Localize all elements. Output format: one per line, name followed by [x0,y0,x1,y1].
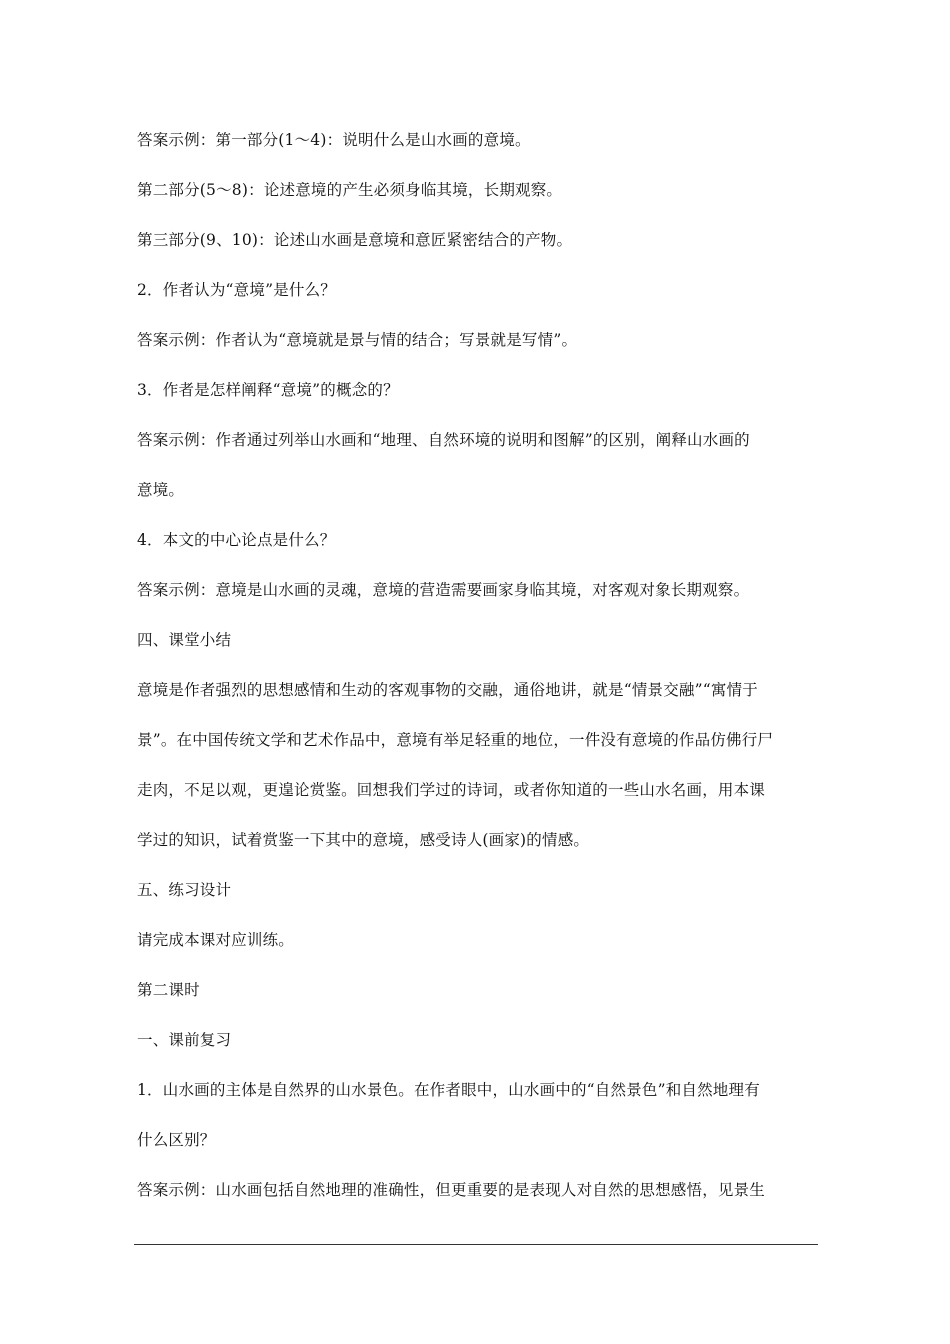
text-line: 意境是作者强烈的思想感情和生动的客观事物的交融，通俗地讲，就是“情景交融”“寓情于 [137,681,758,699]
section-heading: 四、课堂小结 [137,631,232,649]
text-line: 景”。在中国传统文学和艺术作品中，意境有举足轻重的地位，一件没有意境的作品仿佛行尸 [137,731,774,749]
text-line: 请完成本课对应训练。 [137,931,295,949]
text-line: 答案示例：意境是山水画的灵魂，意境的营造需要画家身临其境，对客观对象长期观察。 [137,581,750,599]
text-line: 意境。 [137,481,185,499]
section-heading: 五、练习设计 [137,881,232,899]
question-2: 2．作者认为“意境”是什么？ [137,281,337,299]
text-line: 答案示例：作者认为“意境就是景与情的结合；写景就是写情”。 [137,331,578,349]
text-line: 什么区别？ [137,1131,216,1149]
text-line: 答案示例：第一部分(1～4)：说明什么是山水画的意境。 [137,131,531,149]
section-heading: 一、课前复习 [137,1031,232,1049]
text-line: 走肉，不足以观，更遑论赏鉴。回想我们学过的诗词，或者你知道的一些山水名画，用本课 [137,781,766,799]
text-line: 第二部分(5～8)：论述意境的产生必须身临其境，长期观察。 [137,181,563,199]
question-3: 3．作者是怎样阐释“意境”的概念的？ [137,381,399,399]
question-4: 4．本文的中心论点是什么？ [137,531,336,549]
question-1: 1．山水画的主体是自然界的山水景色。在作者眼中，山水画中的“自然景色”和自然地理有 [137,1081,760,1099]
text-line: 学过的知识，试着赏鉴一下其中的意境，感受诗人(画家)的情感。 [137,831,590,849]
text-line: 第三部分(9、10)：论述山水画是意境和意匠紧密结合的产物。 [137,231,573,249]
lesson-heading: 第二课时 [137,981,200,999]
footer-rule [134,1244,818,1245]
text-line: 答案示例：山水画包括自然地理的准确性，但更重要的是表现人对自然的思想感悟，见景生 [137,1181,766,1199]
text-line: 答案示例：作者通过列举山水画和“地理、自然环境的说明和图解”的区别，阐释山水画的 [137,431,750,449]
